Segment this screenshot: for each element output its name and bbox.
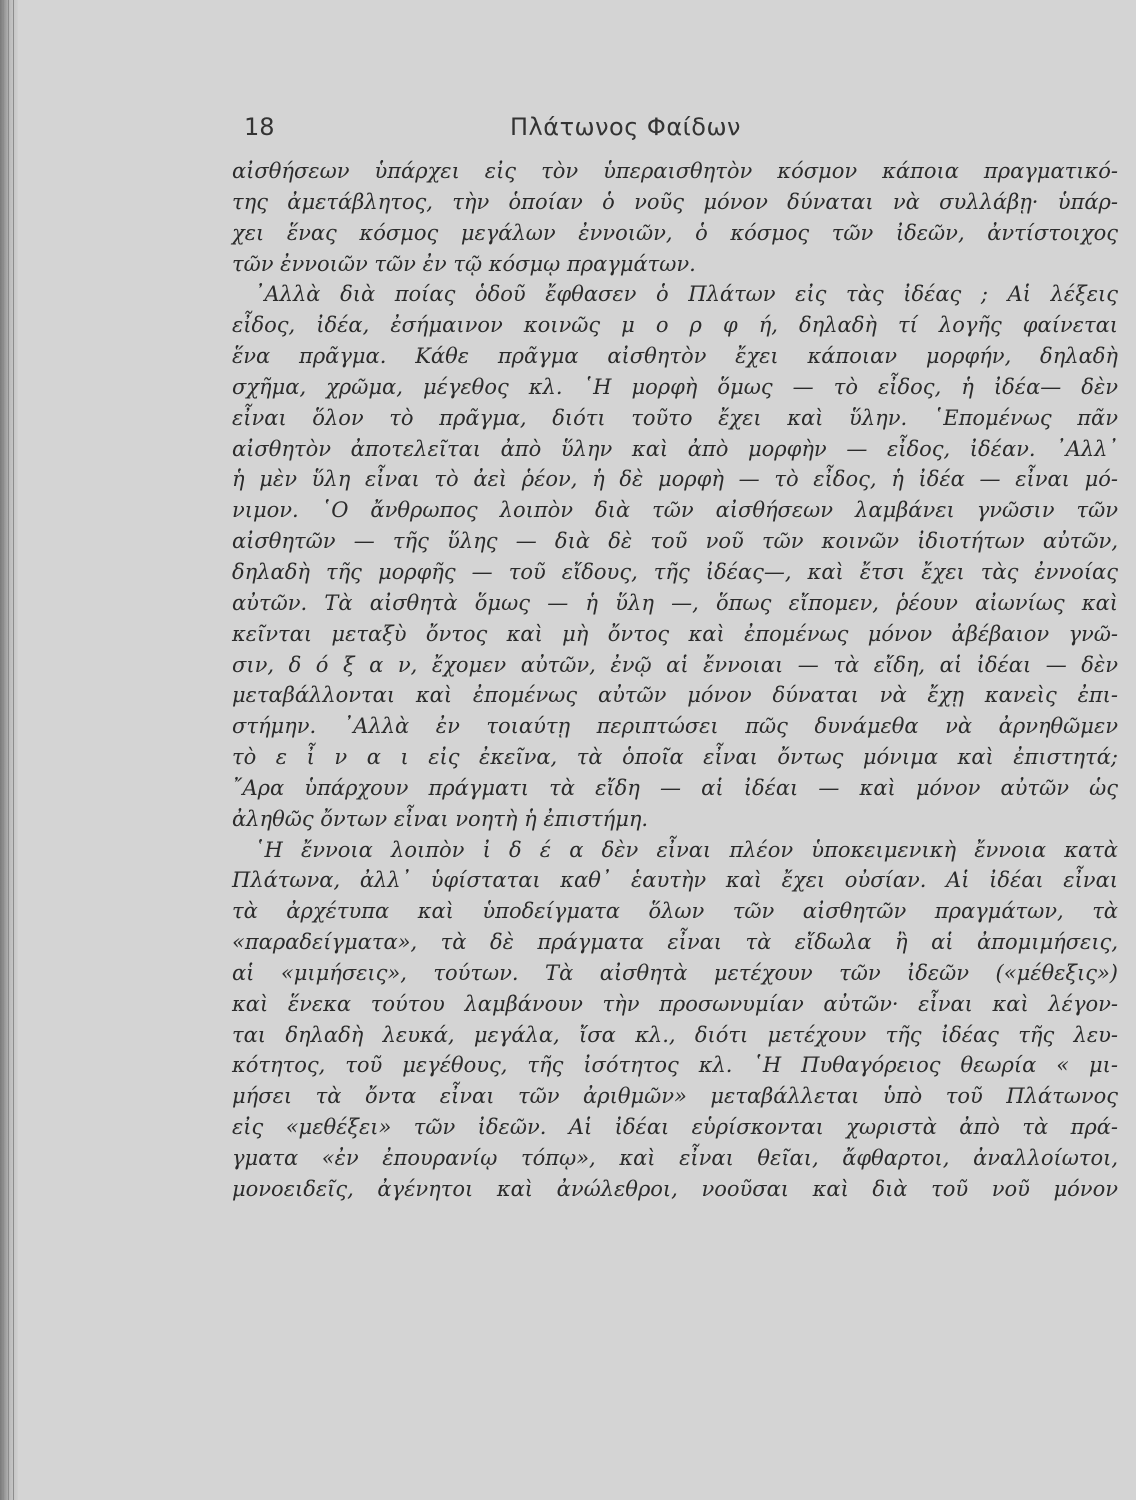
text-line: κεῖνται μεταξὺ ὄντος καὶ μὴ ὄντος καὶ ἐπομένως μόνον ἀβέβαιον γνῶ-	[232, 621, 1118, 646]
text-line: κότητος, τοῦ μεγέθους, τῆς ἰσότητος κλ. ῾Η Πυθαγόρειος θεωρία « μι-	[232, 1053, 1118, 1078]
text-line: νιμον. ῾Ο ἄνθρωπος λοιπὸν διὰ τῶν αἰσθήσεων λαμβάνει γνῶσιν τῶν	[232, 498, 1118, 523]
text-line: ῾Η ἔννοια λοιπὸν ἰ δ έ α δὲν εἶναι πλέον ὑποκειμενικὴ ἔννοια κατὰ	[254, 837, 1118, 862]
page-number: 18	[244, 113, 275, 141]
text-line: αὐτῶν. Τὰ αἰσθητὰ ὅμως — ἡ ὕλη —, ὅπως εἴπομεν, ῥέουν αἰωνίως καὶ	[232, 590, 1118, 615]
page-header	[244, 113, 1124, 149]
text-line: σχῆμα, χρῶμα, μέγεθος κλ. ῾Η μορφὴ ὅμως — τὸ εἶδος, ἡ ἰδέα— δὲν	[232, 374, 1118, 399]
text-line: ται δηλαδὴ λευκά, μεγάλα, ἴσα κλ., διότι μετέχουν τῆς ἰδέας τῆς λευ-	[232, 1022, 1118, 1047]
text-line: μήσει τὰ ὄντα εἶναι τῶν ἀριθμῶν» μεταβάλλεται ὑπὸ τοῦ Πλάτωνος	[232, 1084, 1118, 1109]
text-line: αἱ «μιμήσεις», τούτων. Τὰ αἰσθητὰ μετέχουν τῶν ἰδεῶν («μέθεξις»)	[232, 960, 1118, 985]
text-line: αἰσθητὸν ἀποτελεῖται ἀπὸ ὕλην καὶ ἀπὸ μορφὴν — εἶδος, ἰδέαν. ᾿Αλλ᾿	[232, 436, 1118, 461]
text-line: εἶναι ὅλον τὸ πρᾶγμα, διότι τοῦτο ἔχει καὶ ὕλην. ῾Επομένως πᾶν	[232, 405, 1118, 430]
text-line: γματα «ἐν ἐπουρανίῳ τόπῳ», καὶ εἶναι θεῖαι, ἄφθαρτοι, ἀναλλοίωτοι,	[232, 1146, 1118, 1170]
page-edge-line	[3, 0, 4, 1500]
text-body	[232, 156, 1118, 1205]
text-line: χει ἕνας κόσμος μεγάλων ἐννοιῶν, ὁ κόσμος τῶν ἰδεῶν, ἀντίστοιχος	[232, 220, 1118, 245]
text-line: ἡ μὲν ὕλη εἶναι τὸ ἀεὶ ῥέον, ἡ δὲ μορφὴ — τὸ εἶδος, ἡ ἰδέα — εἶναι μό-	[232, 467, 1118, 492]
text-line: μονοειδεῖς, ἀγένητοι καὶ ἀνώλεθροι, νοοῦσαι καὶ διὰ τοῦ νοῦ μόνον	[232, 1176, 1118, 1201]
text-line: τὰ ἀρχέτυπα καὶ ὑποδείγματα ὅλων τῶν αἰσθητῶν πραγμάτων, τὰ	[232, 899, 1118, 924]
text-line: σιν, δ ό ξ α ν, ἔχομεν αὐτῶν, ἐνῷ αἱ ἔννοιαι — τὰ εἴδη, αἱ ἰδέαι — δὲν	[232, 652, 1118, 677]
page-edge-line	[13, 0, 14, 1500]
text-line: στήμην. ᾿Αλλὰ ἐν τοιαύτῃ περιπτώσει πῶς δυνάμεθα νὰ ἀρνηθῶμεν	[232, 714, 1118, 739]
text-line: μεταβάλλονται καὶ ἐπομένως αὐτῶν μόνον δύναται νὰ ἔχῃ κανεὶς ἐπι-	[232, 683, 1118, 708]
text-line: αἰσθητῶν — τῆς ὕλης — διὰ δὲ τοῦ νοῦ τῶν κοινῶν ἰδιοτήτων αὐτῶν,	[232, 529, 1118, 554]
text-line: εἶδος, ἰδέα, ἐσήμαινον κοινῶς μ ο ρ φ ή, δηλαδὴ τί λογῆς φαίνεται	[232, 313, 1118, 338]
text-line: τῶν ἐννοιῶν τῶν ἐν τῷ κόσμῳ πραγμάτων.	[232, 251, 696, 276]
text-line: ῎Αρα ὑπάρχουν πράγματι τὰ εἴδη — αἱ ἰδέαι — καὶ μόνον αὐτῶν ὡς	[232, 775, 1118, 800]
text-line: Πλάτωνα, ἀλλ᾿ ὑφίσταται καθ᾿ ἑαυτὴν καὶ ἔχει οὐσίαν. Αἱ ἰδέαι εἶναι	[232, 868, 1118, 893]
text-line: καὶ ἕνεκα τούτου λαμβάνουν τὴν προσωνυμίαν αὐτῶν· εἶναι καὶ λέγον-	[232, 991, 1118, 1016]
running-title: Πλάτωνος Φαίδων	[510, 113, 741, 141]
text-line: αἰσθήσεων ὑπάρχει εἰς τὸν ὑπεραισθητὸν κόσμον κάποια πραγματικό-	[232, 159, 1118, 183]
text-line: δηλαδὴ τῆς μορφῆς — τοῦ εἴδους, τῆς ἰδέας—, καὶ ἔτσι ἔχει τὰς ἐννοίας	[232, 559, 1118, 584]
text-line: εἰς «μεθέξει» τῶν ἰδεῶν. Αἱ ἰδέαι εὑρίσκονται χωριστὰ ἀπὸ τὰ πρά-	[232, 1115, 1118, 1140]
text-line: ἀληθῶς ὄντων εἶναι νοητὴ ἡ ἐπιστήμη.	[232, 806, 649, 831]
text-line: ᾿Αλλὰ διὰ ποίας ὁδοῦ ἔφθασεν ὁ Πλάτων εἰς τὰς ἰδέας ; Αἱ λέξεις	[254, 282, 1118, 307]
text-line: τὸ ε ἶ ν α ι εἰς ἐκεῖνα, τὰ ὁποῖα εἶναι ὄντως μόνιμα καὶ ἐπιστητά;	[232, 745, 1118, 770]
text-line: ἕνα πρᾶγμα. Κάθε πρᾶγμα αἰσθητὸν ἔχει κάποιαν μορφήν, δηλαδὴ	[232, 344, 1118, 369]
page-edge-line	[8, 0, 9, 1500]
text-line: της ἀμετάβλητος, τὴν ὁποίαν ὁ νοῦς μόνον δύναται νὰ συλλάβῃ· ὑπάρ-	[232, 189, 1118, 214]
text-line: «παραδείγματα», τὰ δὲ πράγματα εἶναι τὰ εἴδωλα ἢ αἱ ἀπομιμήσεις,	[232, 930, 1118, 955]
